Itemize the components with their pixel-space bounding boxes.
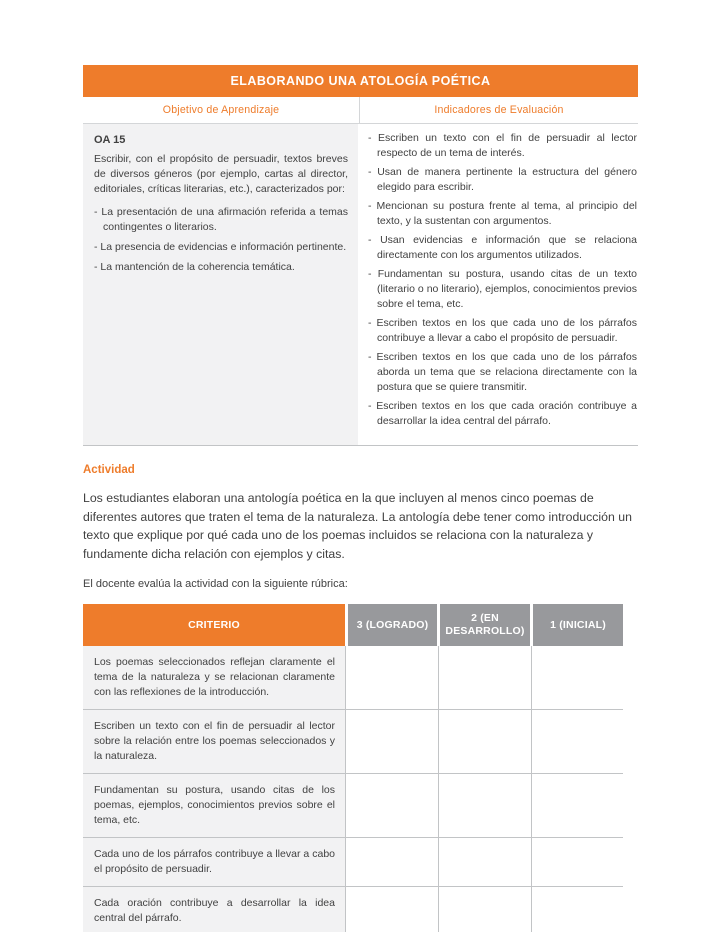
rubric-row — [83, 646, 623, 710]
indicator-item: - Usan de manera pertinente la estructura del género elegido para escribir. — [368, 165, 637, 195]
score-cell-logrado — [345, 710, 438, 774]
criterion-cell: Los poemas seleccionados reflejan claramente el tema de la naturaleza y se relacionan claramente con las reflexiones de la introducción. — [83, 646, 345, 710]
indicator-item: - Usan evidencias e información que se relaciona directamente con los argumentos utilizados. — [368, 233, 637, 263]
rubric-header-en-desarrollo: 2 (EN DESARROLLO) — [440, 604, 530, 646]
rubric-intro-text: El docente evalúa la actividad con la siguiente rúbrica: — [83, 578, 348, 590]
column-header-objetivo: Objetivo de Aprendizaje — [83, 97, 360, 123]
objective-bullet: - La mantención de la coherencia temática. — [94, 260, 348, 275]
criterion-cell: Escriben un texto con el fin de persuadir al lector sobre la relación entre los poemas seleccionados y la naturaleza. — [83, 710, 345, 774]
criterion-cell: Cada uno de los párrafos contribuye a llevar a cabo el propósito de persuadir. — [83, 838, 345, 887]
indicator-item: - Mencionan su postura frente al tema, al principio del texto, y la sustentan con argumentos. — [368, 199, 637, 229]
indicators-column — [358, 124, 638, 445]
document-page — [83, 65, 638, 932]
objective-indicators-section — [83, 124, 638, 446]
score-cell-inicial — [531, 838, 623, 887]
rubric-header-logrado: 3 (LOGRADO) — [348, 604, 437, 646]
objective-intro: Escribir, con el propósito de persuadir, textos breves de diversos géneros (por ejemplo, cartas al director, editoriales, críticas literarias, etc.), caracterizados por: — [94, 153, 348, 195]
oa-code: OA 15 — [94, 134, 126, 146]
score-cell-en-desarrollo — [438, 887, 531, 932]
score-cell-en-desarrollo — [438, 710, 531, 774]
indicator-item: - Fundamentan su postura, usando citas de un texto (literario o no literario), ejemplos, conocimientos previos sobre el tema, etc. — [368, 267, 637, 312]
score-cell-inicial — [531, 646, 623, 710]
criterion-cell: Fundamentan su postura, usando citas de los poemas, ejemplos, conocimientos previos sobre el tema, etc. — [83, 774, 345, 838]
score-cell-logrado — [345, 887, 438, 932]
score-cell-inicial — [531, 774, 623, 838]
rubric-header-inicial: 1 (INICIAL) — [533, 604, 623, 646]
activity-description: Los estudiantes elaboran una antología poética en la que incluyen al menos cinco poemas de diferentes autores que traten el tema de la naturaleza. La antología debe tener como introducción un texto que explique por qué cada uno de los poemas incluidos se relaciona con la naturaleza y fundamente dicha relación con ejemplos y citas. — [83, 491, 632, 561]
score-cell-logrado — [345, 646, 438, 710]
objective-bullet: - La presentación de una afirmación referida a temas contingentes o literarios. — [94, 205, 348, 235]
rubric-row — [83, 838, 623, 887]
column-header-indicadores: Indicadores de Evaluación — [434, 104, 564, 116]
indicator-item: - Escriben un texto con el fin de persuadir al lector respecto de un tema de interés. — [368, 131, 637, 161]
score-cell-logrado — [345, 774, 438, 838]
rubric-table — [83, 604, 623, 932]
objective-bullet: - La presencia de evidencias e información pertinente. — [94, 240, 348, 255]
score-cell-en-desarrollo — [438, 646, 531, 710]
activity-heading: Actividad — [83, 464, 135, 476]
rubric-header-criterio: CRITERIO — [83, 604, 345, 646]
document-title-banner — [83, 65, 638, 97]
indicator-item: - Escriben textos en los que cada uno de los párrafos aborda un tema que se relaciona directamente con la postura que se quiere transmitir. — [368, 350, 637, 395]
rubric-row — [83, 710, 623, 774]
indicator-item: - Escriben textos en los que cada uno de los párrafos contribuye a llevar a cabo el propósito de persuadir. — [368, 316, 637, 346]
score-cell-logrado — [345, 838, 438, 887]
score-cell-en-desarrollo — [438, 838, 531, 887]
rubric-row — [83, 887, 623, 932]
column-headers-row — [83, 97, 638, 124]
rubric-header-row — [83, 604, 623, 646]
objective-column — [83, 124, 358, 445]
score-cell-inicial — [531, 710, 623, 774]
score-cell-en-desarrollo — [438, 774, 531, 838]
indicator-item: - Escriben textos en los que cada oración contribuye a desarrollar la idea central del párrafo. — [368, 399, 637, 429]
page-title: ELABORANDO UNA ATOLOGÍA POÉTICA — [230, 74, 491, 88]
rubric-row — [83, 774, 623, 838]
criterion-cell: Cada oración contribuye a desarrollar la idea central del párrafo. — [83, 887, 345, 932]
score-cell-inicial — [531, 887, 623, 932]
